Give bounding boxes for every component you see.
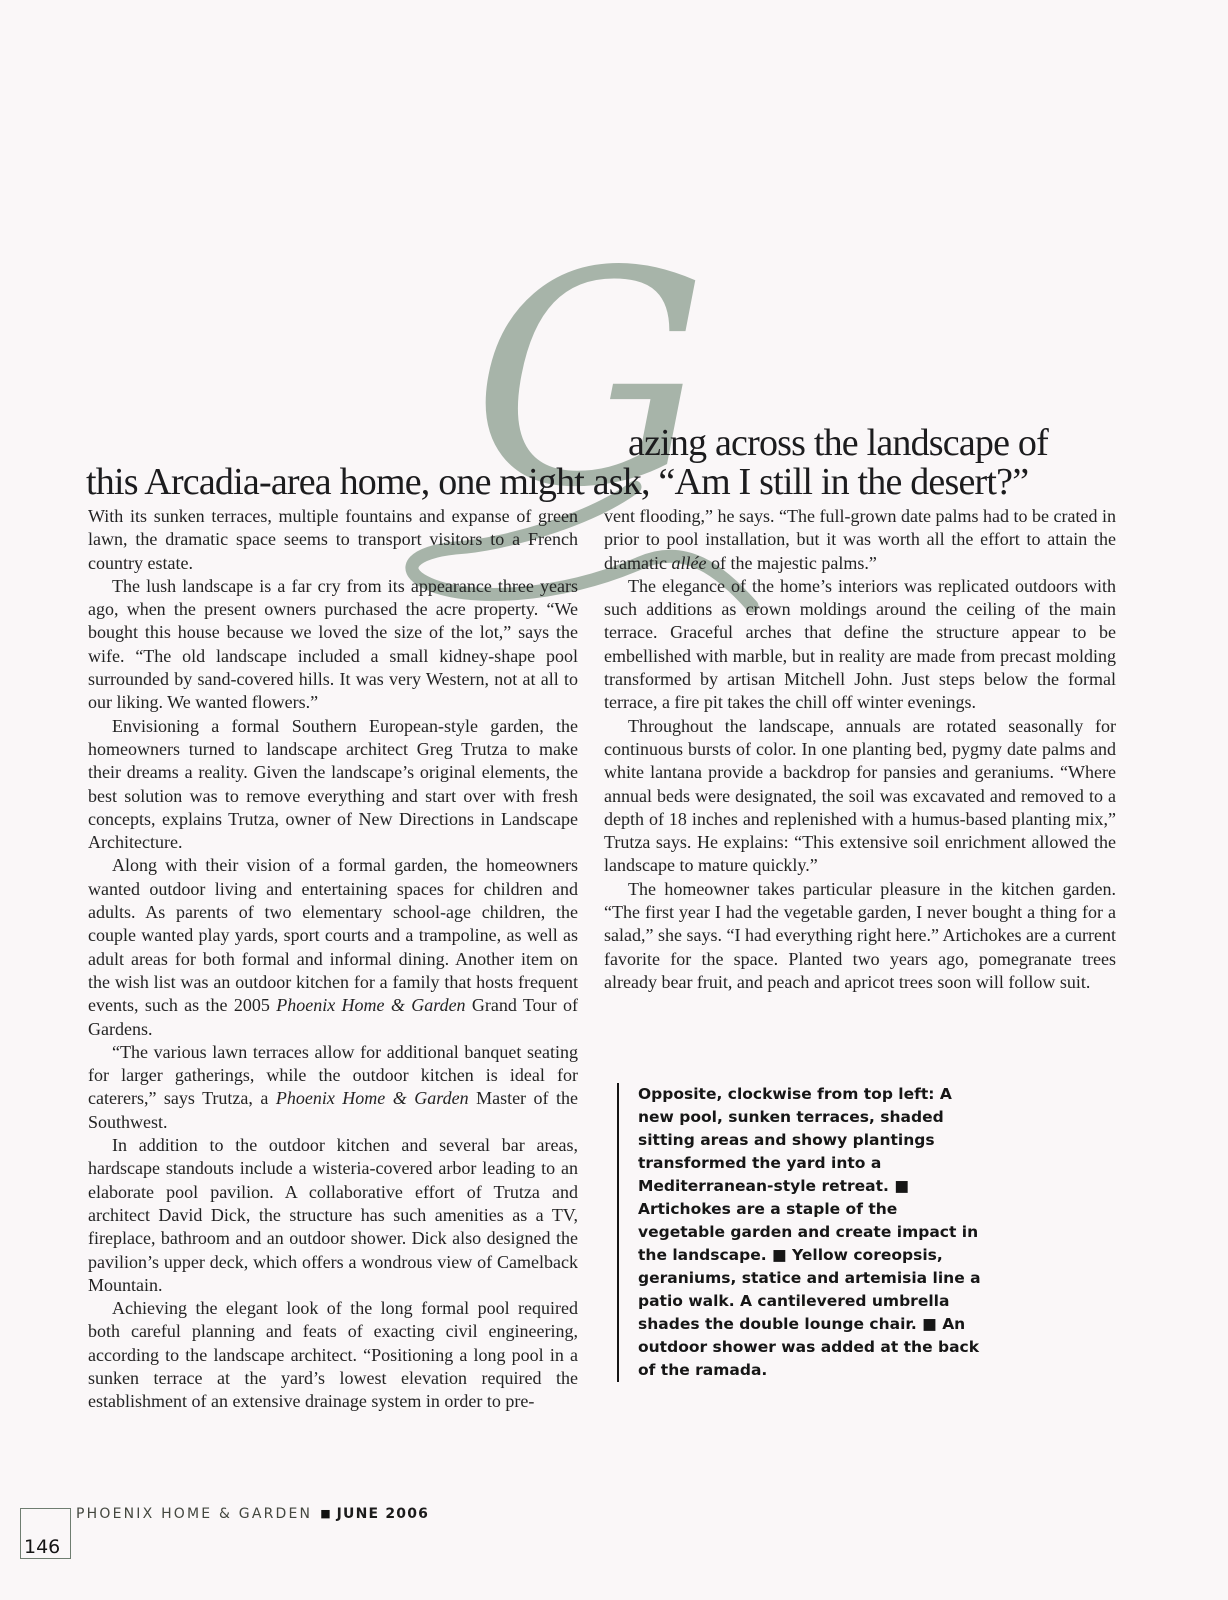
page-number: 146 bbox=[24, 1536, 61, 1558]
article-paragraph: With its sunken terraces, multiple fountains and expanse of green lawn, the dramatic space seems to transport visitors to a French country estate. bbox=[88, 506, 578, 573]
headline-line-1: azing across the landscape of bbox=[628, 422, 1048, 464]
article-paragraph: Throughout the landscape, annuals are rotated seasonally for continuous bursts of color. In one planting bed, pygmy date palms and white lantana provide a backdrop for pansies and geraniums. “Where annual beds were designated, the soil was excavated and removed to a depth of 18 inches and replenished with a humus-based planting mix,” Trutza says. He explains: “This extensive soil enrichment allowed the landscape to mature quickly.” bbox=[604, 715, 1116, 876]
article-paragraph: The homeowner takes particular pleasure in the kitchen garden. “The first year I had the vegetable garden, I never bought a thing for a salad,” she says. “I had everything right here.” Artichokes are a current favorite for the space. Planted two years ago, pomegranate trees already bear fruit, and peach and apricot trees soon will follow suit. bbox=[604, 878, 1116, 992]
photo-caption-block: Opposite, clockwise from top left: A new pool, sunken terraces, shaded sitting areas and showy plantings transformed the yard into a Mediterranean-style retreat. ■ Artichokes are a staple of the vegetable garden and create impact in the landscape. ■ Yellow coreopsis, geraniums, statice and artemisia line a patio walk. A cantilevered umbrella shades the double lounge chair. ■ An outdoor shower was added at the back of the ramada. bbox=[617, 1083, 986, 1382]
article-paragraph: The lush landscape is a far cry from its appearance three years ago, when the present owners purchased the acre property. “We bought this house because we loved the size of the lot,” says the wife. “The old landscape included a small kidney-shape pool surrounded by sand-covered hills. It was very Western, not at all to our liking. We wanted flowers.” bbox=[88, 575, 578, 713]
article-paragraph: “The various lawn terraces allow for additional banquet seating for larger gatherings, while the outdoor kitchen is ideal for caterers,” says Trutza, a Phoenix Home & Garden Master of the Southwest. bbox=[88, 1041, 578, 1132]
headline-line-2: this Arcadia-area home, one might ask, “Am I still in the desert?” bbox=[86, 461, 1029, 503]
dropcap-letter-g: G bbox=[472, 208, 708, 552]
article-paragraph: Achieving the elegant look of the long formal pool required both careful planning and feats of exacting civil engineering, according to the landscape architect. “Positioning a long pool in a sunken terrace at the yard’s lowest elevation required the establishment of an extensive drainage system in order to pre- bbox=[88, 1298, 578, 1412]
article-column-right bbox=[604, 505, 1116, 994]
footer-issue-date: JUNE 2006 bbox=[336, 1506, 430, 1522]
article-paragraph: In addition to the outdoor kitchen and several bar areas, hardscape standouts include a wisteria-covered arbor leading to an elaborate pool pavilion. A collaborative effort of Trutza and architect David Dick, the structure has such amenities as a TV, fireplace, bathroom and an outdoor shower. Dick also designed the pavilion’s upper deck, which offers a wondrous view of Camelback Mountain. bbox=[88, 1135, 578, 1295]
footer-square-bullet-icon: ■ bbox=[320, 1507, 331, 1520]
article-column-left bbox=[88, 505, 578, 1414]
footer bbox=[76, 1506, 429, 1522]
article-paragraph: Along with their vision of a formal garden, the homeowners wanted outdoor living and entertaining spaces for children and adults. As parents of two elementary school-age children, the couple wanted play yards, sport courts and a trampoline, as well as adult areas for both formal and informal dining. Another item on the wish list was an outdoor kitchen for a family that hosts frequent events, such as the 2005 Phoenix Home & Garden Grand Tour of Gardens. bbox=[88, 855, 578, 1039]
article-paragraph: The elegance of the home’s interiors was replicated outdoors with such additions as crown moldings around the ceiling of the main terrace. Graceful arches that define the structure appear to be embellished with marble, but in reality are made from precast molding transformed by artisan Mitchell John. Just steps below the formal terrace, a fire pit takes the chill off winter evenings. bbox=[604, 575, 1116, 713]
article-paragraph: Envisioning a formal Southern European-style garden, the homeowners turned to landscape architect Greg Trutza to make their dreams a reality. Given the landscape’s original elements, the best solution was to remove everything and start over with fresh concepts, explains Trutza, owner of New Directions in Landscape Architecture. bbox=[88, 715, 578, 853]
footer-magazine-title: PHOENIX HOME & GARDEN bbox=[76, 1506, 313, 1522]
article-paragraph: vent flooding,” he says. “The full-grown date palms had to be crated in prior to pool installation, but it was worth all the effort to attain the dramatic allée of the majestic palms.” bbox=[604, 506, 1116, 573]
